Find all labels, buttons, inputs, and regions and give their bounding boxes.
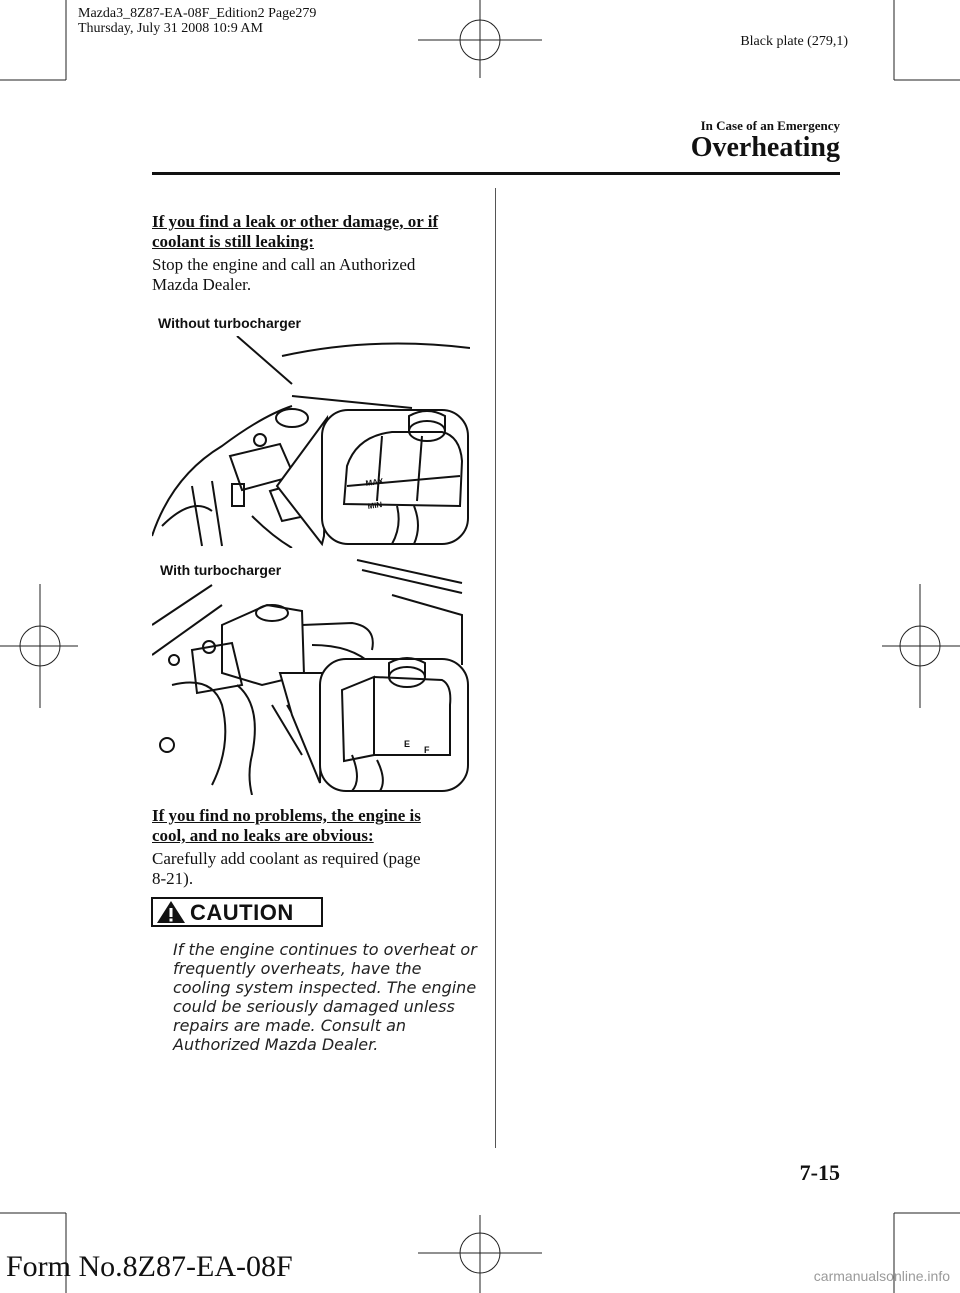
- engine-bay-with-turbo-illustration: [152, 555, 470, 795]
- warning-icon: [156, 900, 186, 924]
- figure-with-turbo-label: With turbocharger: [160, 562, 282, 578]
- no-problems-heading-line1: If you find no problems, the engine is: [152, 806, 421, 825]
- caution-label: CAUTION: [190, 900, 294, 925]
- no-problems-heading: [152, 806, 487, 846]
- header-rule: [152, 172, 840, 175]
- add-coolant-line2: 8-21).: [152, 869, 194, 888]
- leak-heading-line2: coolant is still leaking:: [152, 232, 314, 251]
- black-plate-label: Black plate (279,1): [740, 34, 848, 49]
- leak-heading: [152, 212, 487, 252]
- column-divider: [495, 188, 496, 1148]
- print-header-line2: Thursday, July 31 2008 10:9 AM: [78, 21, 263, 36]
- min-mark: MIN: [367, 500, 383, 511]
- leak-paragraph-line1: Stop the engine and call an Authorized: [152, 255, 416, 274]
- caution-text: If the engine continues to overheat or frequently overheats, have the cooling system inspected. The engine could be seriously damaged unless repairs are made. Consult an Authorized Mazda Dealer.: [173, 940, 477, 1054]
- add-coolant-line1: Carefully add coolant as required (page: [152, 849, 421, 868]
- section-category: In Case of an Emergency: [700, 118, 840, 133]
- watermark: carmanualsonline.info: [813, 1268, 950, 1284]
- print-header: [78, 6, 316, 36]
- form-number: Form No.8Z87-EA-08F: [6, 1250, 293, 1283]
- page-title: Overheating: [690, 132, 840, 163]
- leak-paragraph: [152, 255, 487, 295]
- add-coolant-paragraph: [152, 849, 487, 889]
- f-mark: F: [424, 745, 430, 755]
- figure-without-turbo-label: Without turbocharger: [158, 315, 301, 331]
- engine-bay-without-turbo-illustration: [152, 336, 470, 548]
- e-mark: E: [404, 739, 411, 749]
- no-problems-heading-line2: cool, and no leaks are obvious:: [152, 826, 374, 845]
- page-number: 7-15: [799, 1160, 840, 1185]
- leak-paragraph-line2: Mazda Dealer.: [152, 275, 252, 294]
- max-mark: MAX: [365, 476, 384, 488]
- leak-heading-line1: If you find a leak or other damage, or if: [152, 212, 439, 231]
- print-header-line1: Mazda3_8Z87-EA-08F_Edition2 Page279: [78, 6, 317, 21]
